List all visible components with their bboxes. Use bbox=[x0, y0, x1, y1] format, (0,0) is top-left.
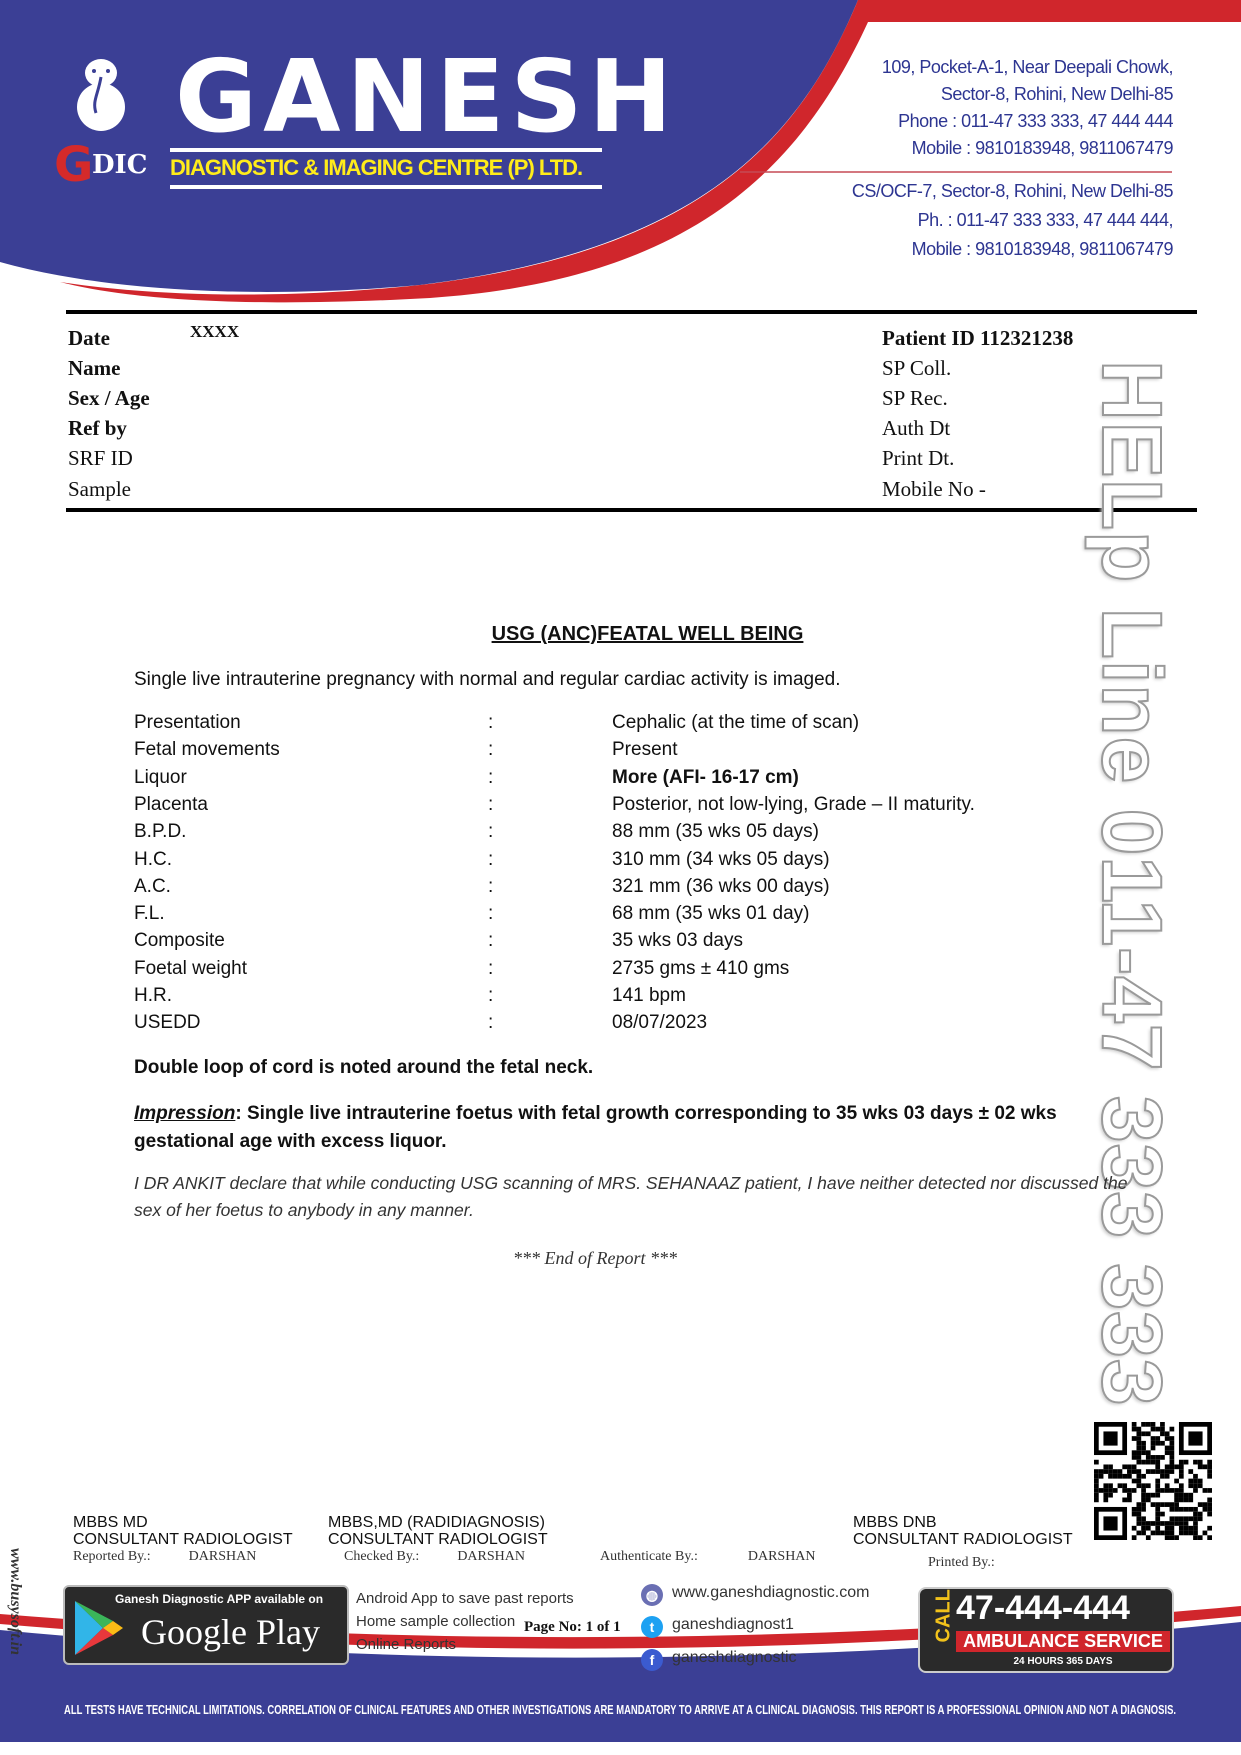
feature-item: Home sample collection bbox=[356, 1613, 516, 1630]
sig-name: DARSHAN bbox=[188, 1549, 257, 1564]
ganesha-logo-icon bbox=[70, 55, 132, 133]
facebook-handle[interactable]: ganeshdiagnostic bbox=[672, 1649, 797, 1666]
sig-name: DARSHAN bbox=[747, 1549, 816, 1564]
disclaimer: ALL TESTS HAVE TECHNICAL LIMITATIONS. CORRELATION OF CLINICAL FEATURES AND OTHER INVESTIGATIONS ARE MANDATORY TO ARRIVE AT A CLINICAL DIAGNOSIS. THIS REPORT IS A PROFESSIONAL OPINION AND NOT A DIAGNOSIS. bbox=[64, 1702, 1176, 1717]
sp-rec-label: SP Rec. bbox=[882, 386, 948, 410]
divider bbox=[66, 508, 1197, 512]
address-line: 109, Pocket-A-1, Near Deepali Chowk, bbox=[881, 57, 1173, 77]
colon: : bbox=[488, 793, 494, 815]
twitter-handle[interactable]: ganeshdiagnost1 bbox=[672, 1616, 794, 1633]
impression-text: : Single live intrauterine foetus with fetal growth corresponding to 35 wks 03 days ± 02 wks gestational age with excess liquor. bbox=[134, 1103, 1057, 1152]
finding-row bbox=[134, 1012, 1134, 1039]
finding-label: USEDD bbox=[134, 1012, 201, 1034]
finding-row bbox=[134, 821, 1134, 848]
finding-label: Liquor bbox=[134, 766, 187, 788]
gp-caption: Ganesh Diagnostic APP available on bbox=[115, 1592, 324, 1606]
finding-value: 88 mm (35 wks 05 days) bbox=[612, 821, 819, 843]
colon: : bbox=[488, 739, 494, 761]
finding-value: 141 bpm bbox=[612, 985, 686, 1006]
finding-row bbox=[134, 739, 1134, 766]
finding-row bbox=[134, 876, 1134, 903]
qr-code-icon bbox=[1093, 1422, 1213, 1540]
finding-value: More (AFI- 16-17 cm) bbox=[612, 766, 799, 788]
brand-name: GANESH bbox=[175, 38, 679, 155]
impression bbox=[134, 1100, 1154, 1156]
sex-age-label: Sex / Age bbox=[68, 386, 150, 410]
report-title: USG (ANC)FEATAL WELL BEING bbox=[491, 623, 804, 645]
signature-reported bbox=[73, 1514, 293, 1565]
colon: : bbox=[488, 875, 494, 897]
finding-value: 68 mm (35 wks 01 day) bbox=[612, 903, 810, 925]
finding-label: Composite bbox=[134, 930, 225, 952]
colon: : bbox=[488, 848, 494, 870]
feature-item: Android App to save past reports bbox=[356, 1590, 574, 1607]
hours-label: 24 HOURS 365 DAYS bbox=[1013, 1656, 1113, 1667]
globe-icon: ◍ bbox=[641, 1584, 663, 1606]
helpline-watermark: HELp Line 011-47 333 333 bbox=[1085, 360, 1179, 1407]
website-link[interactable]: www.ganeshdiagnostic.com bbox=[672, 1584, 870, 1601]
finding-value: 35 wks 03 days bbox=[612, 930, 743, 952]
finding-value: 321 mm (36 wks 00 days) bbox=[612, 875, 830, 897]
sig-title: CONSULTANT RADIOLOGIST bbox=[328, 1531, 548, 1548]
finding-label: A.C. bbox=[134, 875, 171, 897]
cord-note: Double loop of cord is noted around the fetal neck. bbox=[134, 1057, 594, 1078]
address-line: Phone : 011-47 333 333, 47 444 444 bbox=[898, 111, 1173, 131]
finding-label: H.C. bbox=[134, 848, 172, 870]
finding-label: Fetal movements bbox=[134, 739, 280, 761]
sig-role: Checked By.: bbox=[344, 1549, 420, 1564]
sig-role: Reported By.: bbox=[73, 1549, 151, 1564]
play-store-icon bbox=[73, 1599, 125, 1657]
sig-role: Printed By.: bbox=[928, 1555, 995, 1570]
address-line: Mobile : 9810183948, 9811067479 bbox=[911, 239, 1173, 259]
finding-label: F.L. bbox=[134, 903, 165, 925]
colon: : bbox=[488, 821, 494, 843]
finding-row bbox=[134, 767, 1134, 794]
print-dt-label: Print Dt. bbox=[882, 446, 955, 470]
sample-label: Sample bbox=[68, 477, 131, 501]
sp-coll-label: SP Coll. bbox=[882, 356, 952, 380]
finding-row bbox=[134, 794, 1134, 821]
google-play-badge[interactable] bbox=[63, 1585, 349, 1665]
twitter-icon: t bbox=[641, 1616, 663, 1638]
feature-item: Online Reports bbox=[356, 1636, 457, 1653]
finding-label: H.R. bbox=[134, 985, 172, 1006]
vendor-url: www.busysoft.in bbox=[7, 1548, 24, 1655]
address-line: Sector-8, Rohini, New Delhi-85 bbox=[940, 84, 1173, 104]
signature-printed bbox=[853, 1514, 1073, 1571]
sig-title: CONSULTANT RADIOLOGIST bbox=[853, 1531, 1073, 1548]
finding-value: 08/07/2023 bbox=[612, 1012, 708, 1034]
colon: : bbox=[488, 985, 494, 1006]
address-main bbox=[882, 54, 1173, 162]
name-label: Name bbox=[68, 356, 121, 380]
sig-degree: MBBS,MD (RADIDIAGNOSIS) bbox=[328, 1514, 545, 1531]
divider bbox=[66, 310, 1197, 314]
colon: : bbox=[488, 1012, 494, 1034]
mobile-no-label: Mobile No - bbox=[882, 477, 986, 501]
page-number: Page No: 1 of 1 bbox=[524, 1619, 621, 1635]
finding-row bbox=[134, 903, 1134, 930]
finding-value: 310 mm (34 wks 05 days) bbox=[612, 848, 830, 870]
report-intro: Single live intrauterine pregnancy with normal and regular cardiac activity is imaged. bbox=[134, 669, 841, 690]
srf-id-label: SRF ID bbox=[68, 446, 133, 470]
colon: : bbox=[488, 712, 494, 733]
end-of-report: *** End of Report *** bbox=[513, 1248, 677, 1268]
declaration: I DR ANKIT declare that while conducting USG scanning of MRS. SEHANAAZ patient, I have neither detected nor discussed the sex of her foetus to anybody in any manner. bbox=[134, 1173, 1128, 1220]
call-number: 47-444-444 bbox=[956, 1589, 1130, 1627]
finding-row bbox=[134, 849, 1134, 876]
facebook-icon: f bbox=[641, 1649, 663, 1671]
colon: : bbox=[488, 957, 494, 979]
colon: : bbox=[488, 930, 494, 952]
finding-label: Foetal weight bbox=[134, 957, 248, 979]
address-line: CS/OCF-7, Sector-8, Rohini, New Delhi-85 bbox=[851, 181, 1173, 201]
address-line: Ph. : 011-47 333 333, 47 444 444, bbox=[917, 210, 1173, 230]
finding-value: Posterior, not low-lying, Grade – II maturity. bbox=[612, 793, 975, 815]
date-value: XXXX bbox=[190, 322, 240, 341]
sig-name: DARSHAN bbox=[457, 1549, 525, 1564]
auth-dt-label: Auth Dt bbox=[882, 416, 951, 440]
colon: : bbox=[488, 903, 494, 925]
gp-label: Google Play bbox=[141, 1612, 320, 1652]
ambulance-label: AMBULANCE SERVICE bbox=[956, 1631, 1170, 1652]
finding-row bbox=[134, 930, 1134, 957]
address-branch bbox=[852, 177, 1173, 264]
patient-id: Patient ID 112321238 bbox=[882, 326, 1074, 350]
disclaimer-wrap bbox=[0, 1698, 1241, 1720]
impression-label: Impression bbox=[134, 1103, 236, 1124]
finding-row bbox=[134, 985, 1134, 1012]
ambulance-banner bbox=[918, 1587, 1174, 1673]
sig-title: CONSULTANT RADIOLOGIST bbox=[73, 1531, 293, 1548]
finding-value: Cephalic (at the time of scan) bbox=[612, 712, 860, 733]
finding-value: Present bbox=[612, 739, 678, 761]
address-line: Mobile : 9810183948, 9811067479 bbox=[911, 138, 1173, 158]
colon: : bbox=[488, 766, 494, 788]
logo-text: DIC bbox=[92, 150, 148, 180]
finding-value: 2735 gms ± 410 gms bbox=[612, 957, 790, 979]
date-label: Date bbox=[68, 326, 110, 350]
finding-label: Placenta bbox=[134, 793, 208, 815]
finding-label: Presentation bbox=[134, 712, 241, 733]
signature-checked bbox=[328, 1514, 548, 1565]
ref-by-label: Ref by bbox=[68, 416, 127, 440]
call-word: CALL bbox=[932, 1589, 955, 1643]
finding-row bbox=[134, 712, 1134, 739]
logo-letter: G bbox=[54, 137, 94, 193]
brand-subtitle: DIAGNOSTIC & IMAGING CENTRE (P) LTD. bbox=[170, 148, 602, 189]
sig-degree: MBBS DNB bbox=[853, 1514, 937, 1531]
sig-degree: MBBS MD bbox=[73, 1514, 148, 1531]
finding-label: B.P.D. bbox=[134, 821, 187, 843]
sig-role: Authenticate By.: bbox=[600, 1549, 698, 1564]
finding-row bbox=[134, 958, 1134, 985]
signature-authenticate bbox=[600, 1548, 816, 1565]
